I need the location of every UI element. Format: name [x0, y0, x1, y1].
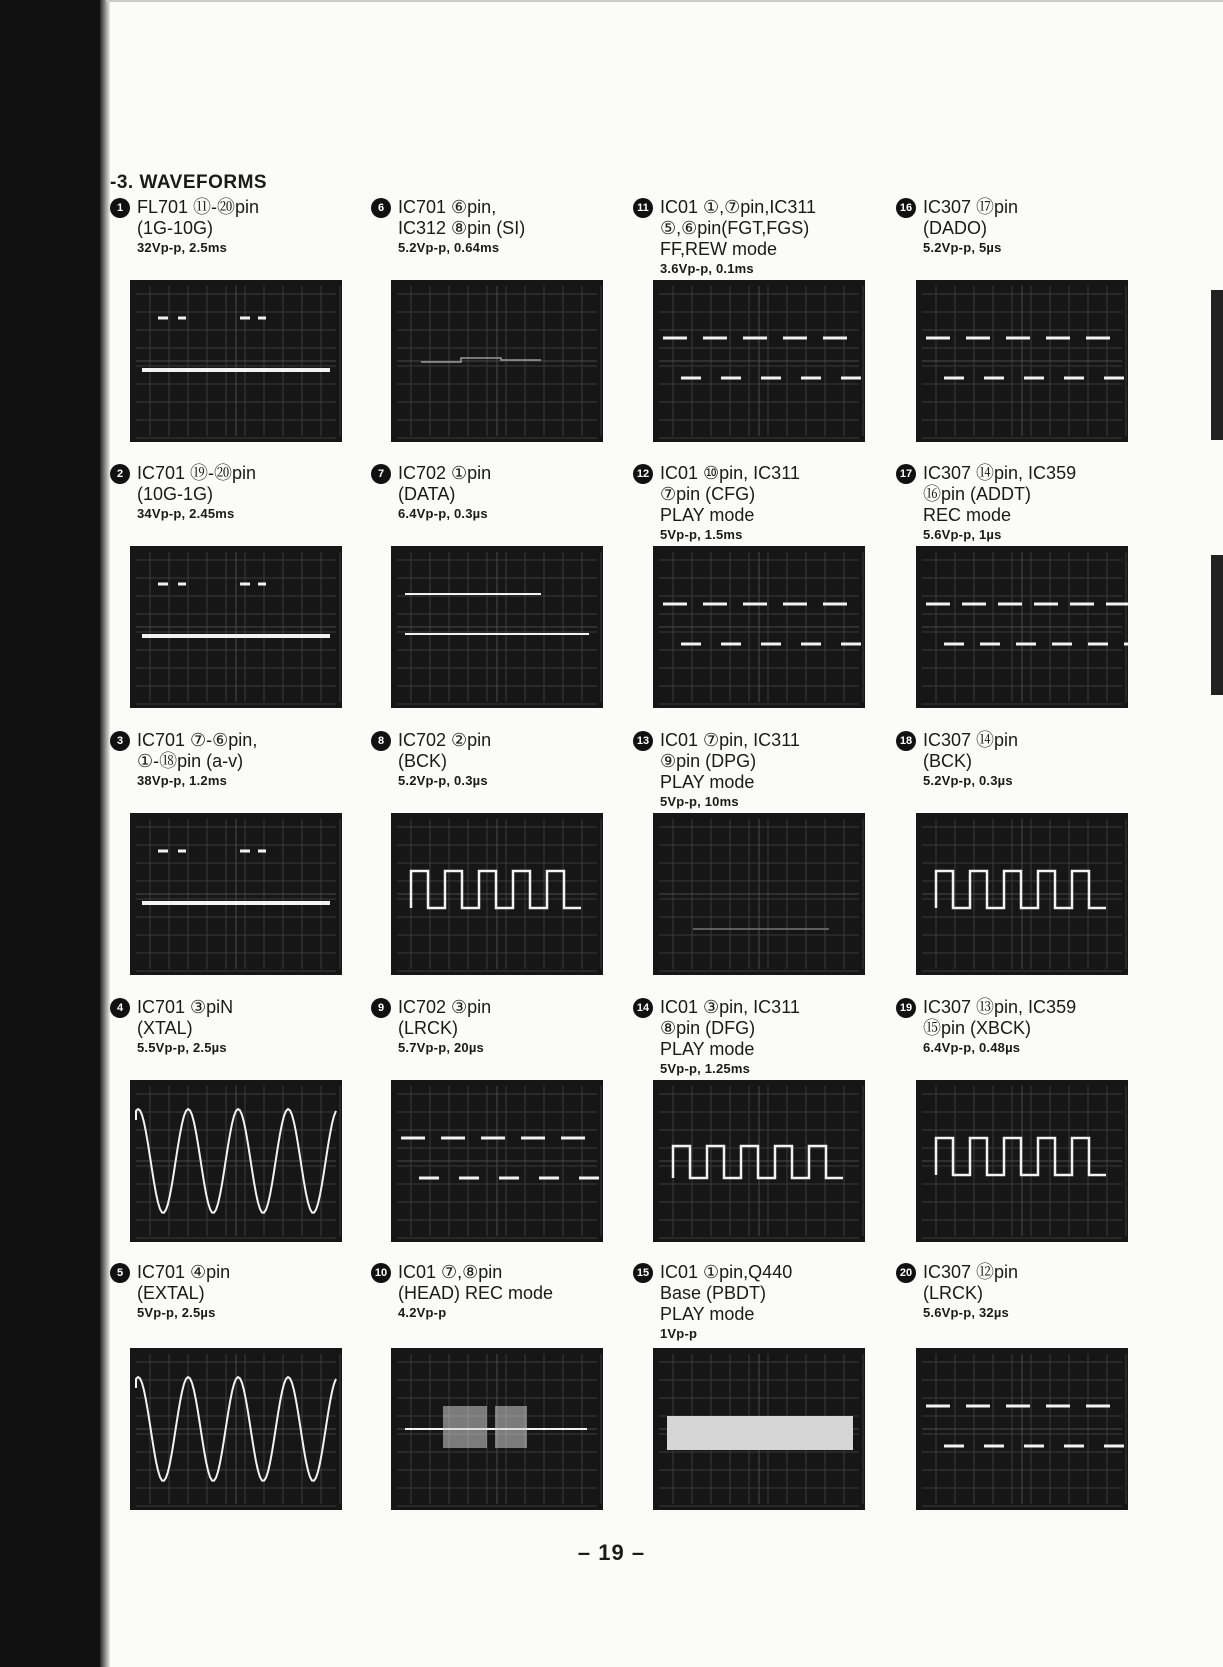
page-number: – 19 – — [577, 1540, 646, 1565]
waveform-caption — [896, 730, 1136, 790]
waveform-panel — [633, 1262, 873, 1343]
amplitude-time-spec: 1Vp-p — [660, 1326, 698, 1341]
amplitude-time-spec: 5.6Vp-p, 32µs — [923, 1305, 1009, 1320]
waveform-caption — [110, 1262, 350, 1322]
test-point-label: REC mode — [923, 505, 1012, 525]
waveform-panel — [896, 997, 1136, 1057]
oscilloscope-screen — [916, 1080, 1128, 1242]
waveform-caption — [110, 197, 350, 257]
amplitude-time-spec: 5Vp-p, 1.5ms — [660, 527, 743, 542]
oscilloscope-screen — [916, 546, 1128, 708]
circled-number-icon: 8 — [371, 731, 391, 751]
test-point-label: IC701 ③piN — [137, 997, 234, 1017]
right-edge-mark — [1211, 290, 1223, 440]
waveform-trace — [130, 813, 342, 975]
test-point-label: IC01 ③pin, IC311 — [660, 997, 800, 1017]
right-edge-mark — [1211, 555, 1223, 695]
amplitude-time-spec: 5.2Vp-p, 0.3µs — [923, 773, 1013, 788]
circled-number-icon: 2 — [110, 464, 130, 484]
circled-number-icon: 13 — [633, 731, 653, 751]
waveform-trace — [391, 813, 603, 975]
waveform-caption — [110, 730, 350, 790]
oscilloscope-screen — [916, 1348, 1128, 1510]
binding-edge — [100, 0, 110, 1667]
waveform-panel — [896, 197, 1136, 257]
oscilloscope-screen — [653, 546, 865, 708]
test-point-label: IC701 ④pin — [137, 1262, 231, 1282]
test-point-label: IC701 ⑥pin, — [398, 197, 497, 217]
amplitude-time-spec: 5.6Vp-p, 1µs — [923, 527, 1002, 542]
oscilloscope-screen — [916, 813, 1128, 975]
waveform-trace — [916, 546, 1128, 708]
test-point-label: ⑤,⑥pin(FGT,FGS) — [660, 218, 810, 238]
waveform-trace — [391, 1080, 603, 1242]
circled-number-icon: 11 — [633, 198, 653, 218]
test-point-label: (10G-1G) — [137, 484, 214, 504]
waveform-trace — [130, 546, 342, 708]
test-point-label: (BCK) — [923, 751, 972, 771]
test-point-label: IC701 ⑲-⑳pin — [137, 463, 257, 483]
oscilloscope-screen — [653, 1080, 865, 1242]
waveform-panel — [633, 997, 873, 1078]
amplitude-time-spec: 32Vp-p, 2.5ms — [137, 240, 228, 255]
test-point-label: (XTAL) — [137, 1018, 193, 1038]
circled-number-icon: 9 — [371, 998, 391, 1018]
waveform-panel — [110, 997, 350, 1057]
test-point-label: FL701 ⑪-⑳pin — [137, 197, 260, 217]
amplitude-time-spec: 5Vp-p, 1.25ms — [660, 1061, 751, 1076]
waveform-caption — [633, 463, 873, 544]
amplitude-time-spec: 5.2Vp-p, 0.64ms — [398, 240, 500, 255]
test-point-label: IC307 ⑫pin — [923, 1262, 1019, 1282]
amplitude-time-spec: 38Vp-p, 1.2ms — [137, 773, 228, 788]
waveform-trace — [391, 1348, 603, 1510]
circled-number-icon: 15 — [633, 1263, 653, 1283]
waveform-panel — [371, 463, 611, 523]
waveform-panel — [896, 1262, 1136, 1322]
test-point-label: (EXTAL) — [137, 1283, 205, 1303]
top-rule — [106, 0, 1223, 2]
waveform-trace — [916, 280, 1128, 442]
amplitude-time-spec: 5Vp-p, 10ms — [660, 794, 739, 809]
oscilloscope-screen — [391, 280, 603, 442]
circled-number-icon: 6 — [371, 198, 391, 218]
amplitude-time-spec: 34Vp-p, 2.45ms — [137, 506, 235, 521]
oscilloscope-screen — [391, 1348, 603, 1510]
amplitude-time-spec: 5.5Vp-p, 2.5µs — [137, 1040, 227, 1055]
test-point-label: (LRCK) — [923, 1283, 984, 1303]
waveform-caption — [633, 997, 873, 1078]
waveform-caption — [371, 1262, 611, 1322]
amplitude-time-spec: 5Vp-p, 2.5µs — [137, 1305, 216, 1320]
circled-number-icon: 17 — [896, 464, 916, 484]
test-point-label: (HEAD) REC mode — [398, 1283, 554, 1303]
waveform-caption — [633, 197, 873, 278]
test-point-label: IC307 ⑰pin — [923, 197, 1019, 217]
test-point-label: ⑧pin (DFG) — [660, 1018, 756, 1038]
waveform-caption — [371, 463, 611, 523]
waveform-trace — [653, 280, 865, 442]
waveform-caption — [896, 463, 1136, 544]
waveform-panel — [633, 730, 873, 811]
circled-number-icon: 20 — [896, 1263, 916, 1283]
test-point-label: PLAY mode — [660, 772, 755, 792]
waveform-caption — [896, 997, 1136, 1057]
test-point-label: IC312 ⑧pin (SI) — [398, 218, 526, 238]
waveform-caption — [633, 1262, 873, 1343]
circled-number-icon: 3 — [110, 731, 130, 751]
oscilloscope-screen — [130, 1080, 342, 1242]
oscilloscope-screen — [130, 1348, 342, 1510]
circled-number-icon: 4 — [110, 998, 130, 1018]
circled-number-icon: 1 — [110, 198, 130, 218]
binding-strip — [0, 0, 106, 1667]
oscilloscope-screen — [391, 546, 603, 708]
circled-number-icon: 7 — [371, 464, 391, 484]
amplitude-time-spec: 6.4Vp-p, 0.48µs — [923, 1040, 1021, 1055]
test-point-label: FF,REW mode — [660, 239, 778, 259]
waveform-caption — [371, 997, 611, 1057]
test-point-label: (LRCK) — [398, 1018, 459, 1038]
oscilloscope-screen — [130, 546, 342, 708]
waveform-caption — [110, 463, 350, 523]
waveform-panel — [896, 463, 1136, 544]
waveform-caption — [110, 997, 350, 1057]
waveform-trace — [391, 280, 603, 442]
test-point-label: (1G-10G) — [137, 218, 214, 238]
waveform-panel — [110, 1262, 350, 1322]
waveform-panel — [896, 730, 1136, 790]
waveform-panel — [633, 197, 873, 278]
waveform-panel — [371, 197, 611, 257]
waveform-caption — [371, 197, 611, 257]
waveform-panel — [371, 1262, 611, 1322]
waveform-panel — [110, 730, 350, 790]
waveform-caption — [371, 730, 611, 790]
test-point-label: IC01 ①,⑦pin,IC311 — [660, 197, 817, 217]
test-point-label: IC307 ⑬pin, IC359 — [923, 997, 1077, 1017]
amplitude-time-spec: 4.2Vp-p — [398, 1305, 447, 1320]
test-point-label: ⑯pin (ADDT) — [923, 484, 1032, 504]
waveform-trace — [653, 1080, 865, 1242]
amplitude-time-spec: 5.2Vp-p, 0.3µs — [398, 773, 488, 788]
test-point-label: (DADO) — [923, 218, 987, 238]
waveform-panel — [633, 463, 873, 544]
circled-number-icon: 10 — [371, 1263, 391, 1283]
test-point-label: Base (PBDT) — [660, 1283, 767, 1303]
oscilloscope-screen — [916, 280, 1128, 442]
test-point-label: ⑦pin (CFG) — [660, 484, 756, 504]
test-point-label: IC01 ⑩pin, IC311 — [660, 463, 800, 483]
waveform-trace — [130, 280, 342, 442]
waveform-caption — [896, 1262, 1136, 1322]
oscilloscope-screen — [130, 813, 342, 975]
oscilloscope-screen — [391, 1080, 603, 1242]
waveform-trace — [130, 1080, 342, 1242]
waveform-trace — [916, 813, 1128, 975]
waveform-trace — [916, 1348, 1128, 1510]
circled-number-icon: 16 — [896, 198, 916, 218]
circled-number-icon: 18 — [896, 731, 916, 751]
circled-number-icon: 12 — [633, 464, 653, 484]
waveform-panel — [371, 997, 611, 1057]
amplitude-time-spec: 6.4Vp-p, 0.3µs — [398, 506, 488, 521]
waveform-trace — [916, 1080, 1128, 1242]
test-point-label: IC307 ⑭pin — [923, 730, 1019, 750]
test-point-label: PLAY mode — [660, 1039, 755, 1059]
test-point-label: IC01 ⑦pin, IC311 — [660, 730, 800, 750]
waveform-panel — [110, 463, 350, 523]
oscilloscope-screen — [130, 280, 342, 442]
oscilloscope-screen — [653, 813, 865, 975]
waveform-trace — [653, 813, 865, 975]
test-point-label: (DATA) — [398, 484, 456, 504]
waveform-panel — [110, 197, 350, 257]
test-point-label: IC01 ①pin,Q440 — [660, 1262, 793, 1282]
test-point-label: IC01 ⑦,⑧pin — [398, 1262, 503, 1282]
test-point-label: IC702 ①pin — [398, 463, 492, 483]
oscilloscope-screen — [391, 813, 603, 975]
oscilloscope-screen — [653, 1348, 865, 1510]
amplitude-time-spec: 3.6Vp-p, 0.1ms — [660, 261, 754, 276]
circled-number-icon: 19 — [896, 998, 916, 1018]
waveform-caption — [633, 730, 873, 811]
test-point-label: ⑮pin (XBCK) — [923, 1018, 1032, 1038]
amplitude-time-spec: 5.2Vp-p, 5µs — [923, 240, 1002, 255]
test-point-label: IC701 ⑦-⑥pin, — [137, 730, 258, 750]
waveform-panel — [371, 730, 611, 790]
test-point-label: (BCK) — [398, 751, 447, 771]
test-point-label: IC702 ③pin — [398, 997, 492, 1017]
waveform-caption — [896, 197, 1136, 257]
circled-number-icon: 14 — [633, 998, 653, 1018]
test-point-label: IC307 ⑭pin, IC359 — [923, 463, 1077, 483]
circled-number-icon: 5 — [110, 1263, 130, 1283]
test-point-label: ①-⑱pin (a-v) — [137, 751, 244, 771]
waveform-trace — [653, 546, 865, 708]
amplitude-time-spec: 5.7Vp-p, 20µs — [398, 1040, 484, 1055]
waveform-trace — [130, 1348, 342, 1510]
test-point-label: PLAY mode — [660, 1304, 755, 1324]
test-point-label: ⑨pin (DPG) — [660, 751, 757, 771]
waveform-trace — [653, 1348, 865, 1510]
test-point-label: IC702 ②pin — [398, 730, 492, 750]
oscilloscope-screen — [653, 280, 865, 442]
section-title: -3. WAVEFORMS — [110, 172, 268, 193]
waveform-trace — [391, 546, 603, 708]
test-point-label: PLAY mode — [660, 505, 755, 525]
